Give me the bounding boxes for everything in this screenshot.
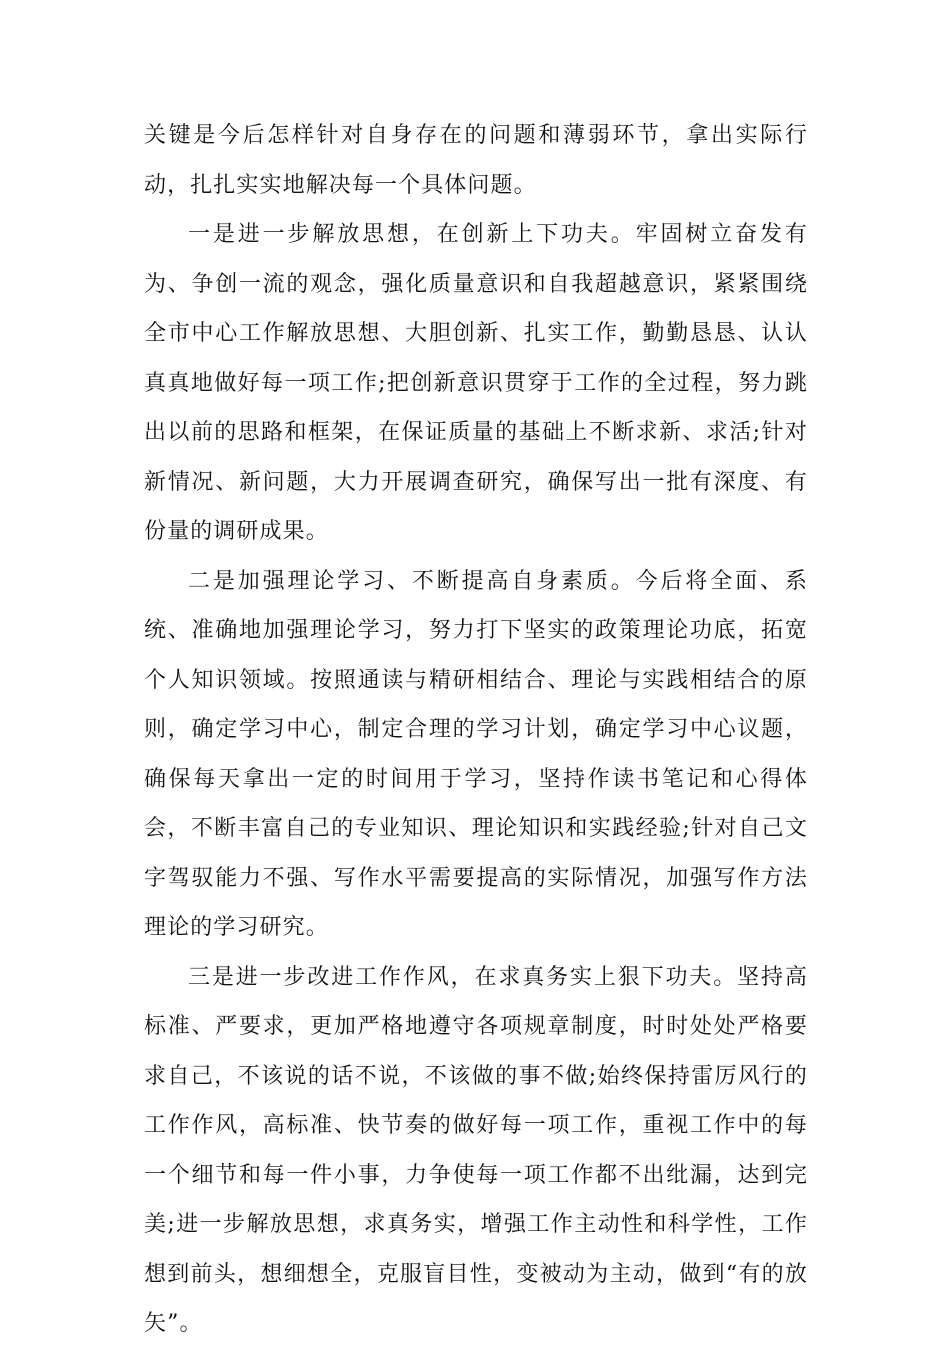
paragraph-three: 三是进一步改进工作作风，在求真务实上狠下功夫。坚持高标准、严要求，更加严格地遵守各项规章制度，时时处处严格要求自己，不该说的话不说，不该做的事不做;始终保持雷厉风行的工作作风，高标准、快节奏的做好每一项工作，重视工作中的每一个细节和每一件小事，力争使每一项工作都不出纰漏，达到完美;进一步解放思想，求真务实，增强工作主动性和科学性，工作想到前头，想细想全，克服盲目性，变被动为主动，做到“有的放矢”。 [144,964,808,1336]
paragraph-continuation: 关键是今后怎样针对自身存在的问题和薄弱环节，拿出实际行动，扎扎实实地解决每一个具体问题。 [144,123,808,198]
paragraph-two: 二是加强理论学习、不断提高自身素质。今后将全面、系统、准确地加强理论学习，努力打下坚实的政策理论功底，拓宽个人知识领域。按照通读与精研相结合、理论与实践相结合的原则，确定学习中心，制定合理的学习计划，确定学习中心议题，确保每天拿出一定的时间用于学习，坚持作读书笔记和心得体会，不断丰富自己的专业知识、理论知识和实践经验;针对自己文字驾驭能力不强、写作水平需要提高的实际情况，加强写作方法理论的学习研究。 [144,568,808,940]
document-body [144,111,808,1349]
paragraph-one: 一是进一步解放思想，在创新上下功夫。牢固树立奋发有为、争创一流的观念，强化质量意识和自我超越意识，紧紧围绕全市中心工作解放思想、大胆创新、扎实工作，勤勤恳恳、认认真真地做好每一项工作;把创新意识贯穿于工作的全过程，努力跳出以前的思路和框架，在保证质量的基础上不断求新、求活;针对新情况、新问题，大力开展调查研究，确保写出一批有深度、有份量的调研成果。 [144,222,808,544]
